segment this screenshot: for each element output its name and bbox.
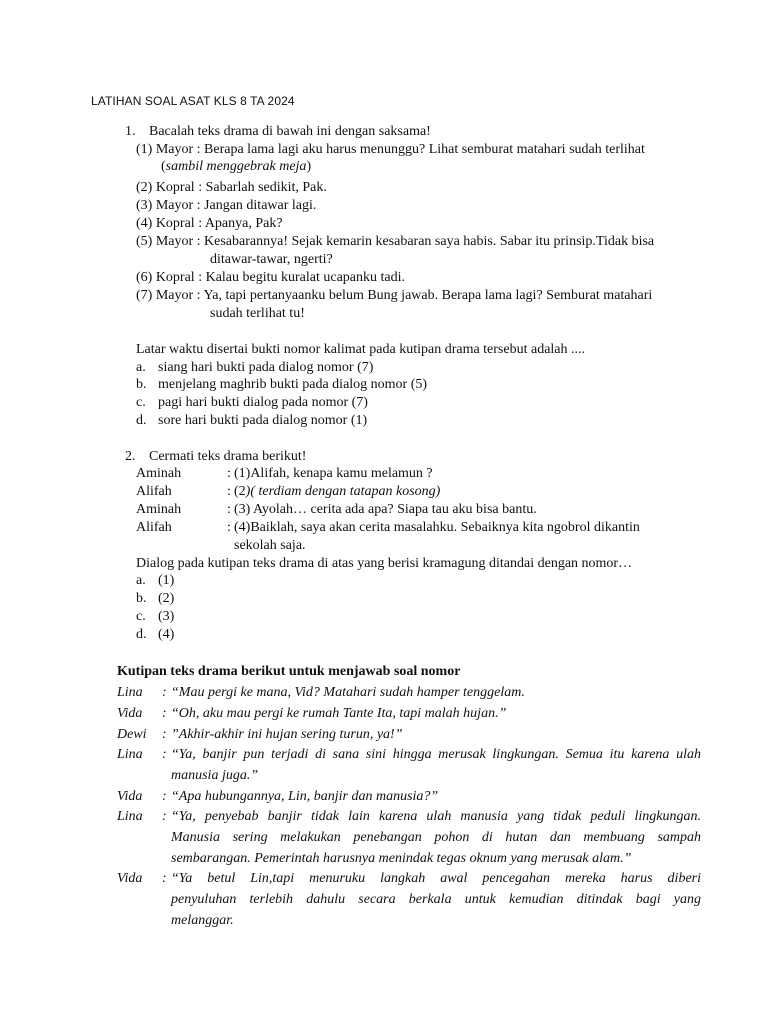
- option-text: menjelang maghrib bukti pada dialog nomor (5): [158, 377, 428, 392]
- dialog-number: (2: [234, 484, 246, 499]
- speaker-colon: :: [227, 520, 231, 535]
- speaker-colon: :: [162, 747, 167, 762]
- dialog-line: (6) Kopral : Kalau begitu kuralat ucapanku tadi.: [136, 270, 406, 285]
- dialog-text: “Mau pergi ke mana, Vid? Matahari sudah hamper tenggelam.: [171, 685, 525, 700]
- dialog-text-cont: sembarangan. Pemerintah harusnya menindak tegas oknum yang merusak alam.”: [171, 851, 632, 866]
- dialog-line: (3) Mayor : Jangan ditawar lagi.: [136, 198, 317, 213]
- dialog-text-cont: sekolah saja.: [234, 538, 306, 553]
- option-letter: d.: [136, 627, 147, 642]
- dialog-text: “Oh, aku mau pergi ke rumah Tante Ita, tapi malah hujan.”: [171, 706, 507, 721]
- dialog-line: (2) Kopral : Sabarlah sedikit, Pak.: [136, 180, 327, 195]
- speaker-colon: :: [162, 685, 167, 700]
- speaker-colon: :: [162, 727, 167, 742]
- question-instruction: Cermati teks drama berikut!: [149, 449, 307, 464]
- stage-direction: (sambil menggebrak meja): [161, 159, 312, 174]
- dialog-text: “Ya, penyebab banjir tidak lain karena ulah manusia yang tidak peduli lingkungan.: [171, 809, 701, 824]
- dialog-text: (1)Alifah, kenapa kamu melamun ?: [234, 466, 433, 481]
- dialog-line: (5) Mayor : Kesabarannya! Sejak kemarin kesabaran saya habis. Sabar itu prinsip.Tidak bisa: [136, 234, 655, 249]
- dialog-line: (4) Kopral : Apanya, Pak?: [136, 216, 283, 231]
- speaker-name: Vida: [117, 789, 143, 804]
- stage-direction-text: )( terdiam dengan tatapan kosong): [245, 484, 441, 499]
- speaker-name: Vida: [117, 871, 143, 886]
- option-letter: d.: [136, 413, 147, 428]
- excerpt-heading: Kutipan teks drama berikut untuk menjawab soal nomor: [117, 664, 461, 679]
- speaker-colon: :: [227, 484, 231, 499]
- option-letter: c.: [136, 609, 146, 624]
- dialog-text-cont: Manusia sering melakukan penebangan pohon di hutan dan membuang sampah: [171, 830, 701, 845]
- option-text: (3): [158, 609, 175, 624]
- speaker-colon: :: [162, 789, 167, 804]
- option-text: (1): [158, 573, 175, 588]
- dialog-text-cont: penyuluhan terlebih dahulu secara berkala untuk kemudian ditindak bagi yang: [171, 892, 701, 907]
- question-number: 1.: [125, 124, 136, 139]
- dialog-text: ”Akhir-akhir ini hujan sering turun, ya!”: [171, 727, 403, 742]
- dialog-text: “Ya betul Lin,tapi menuruku langkah awal pencegahan mereka harus diberi: [171, 871, 701, 886]
- dialog-line-cont: sudah terlihat tu!: [210, 306, 305, 321]
- speaker-colon: :: [227, 502, 231, 517]
- speaker-name: Aminah: [136, 466, 182, 481]
- dialog-line: (7) Mayor : Ya, tapi pertanyaanku belum Bung jawab. Berapa lama lagi? Semburat matahari: [136, 288, 653, 303]
- option-text: pagi hari bukti dialog pada nomor (7): [158, 395, 368, 410]
- speaker-colon: :: [162, 871, 167, 886]
- option-text: (2): [158, 591, 175, 606]
- dialog-text: (3) Ayolah… cerita ada apa? Siapa tau aku bisa bantu.: [234, 502, 537, 517]
- option-letter: c.: [136, 395, 146, 410]
- speaker-name: Lina: [117, 685, 143, 700]
- option-letter: b.: [136, 591, 147, 606]
- speaker-colon: :: [227, 466, 231, 481]
- option-text: (4): [158, 627, 175, 642]
- speaker-name: Aminah: [136, 502, 182, 517]
- option-letter: a.: [136, 360, 146, 375]
- question-text: Latar waktu disertai bukti nomor kalimat pada kutipan drama tersebut adalah ....: [136, 342, 586, 357]
- page-title: LATIHAN SOAL ASAT KLS 8 TA 2024: [91, 94, 295, 108]
- dialog-text: “Ya, banjir pun terjadi di sana sini hingga merusak lingkungan. Semua itu karena ulah: [171, 747, 701, 762]
- dialog-text: [234, 483, 440, 501]
- speaker-colon: :: [162, 809, 167, 824]
- dialog-text-cont: melanggar.: [171, 913, 234, 928]
- dialog-text: “Apa hubungannya, Lin, banjir dan manusia?”: [171, 789, 439, 804]
- question-instruction: Bacalah teks drama di bawah ini dengan saksama!: [149, 124, 431, 139]
- option-text: siang hari bukti pada dialog nomor (7): [158, 360, 374, 375]
- question-text: Dialog pada kutipan teks drama di atas yang berisi kramagung ditandai dengan nomor…: [136, 556, 633, 571]
- option-text: sore hari bukti pada dialog nomor (1): [158, 413, 368, 428]
- speaker-name: Dewi: [117, 727, 147, 742]
- option-letter: b.: [136, 377, 147, 392]
- dialog-line: (1) Mayor : Berapa lama lagi aku harus menunggu? Lihat semburat matahari sudah terlihat: [136, 142, 645, 157]
- dialog-line-cont: ditawar-tawar, ngerti?: [210, 252, 333, 267]
- speaker-name: Vida: [117, 706, 143, 721]
- stage-direction-text: sambil menggebrak meja: [165, 159, 307, 174]
- question-number: 2.: [125, 449, 136, 464]
- dialog-text: (4)Baiklah, saya akan cerita masalahku. Sebaiknya kita ngobrol dikantin: [234, 520, 640, 535]
- speaker-name: Alifah: [136, 520, 172, 535]
- option-letter: a.: [136, 573, 146, 588]
- speaker-colon: :: [162, 706, 167, 721]
- speaker-name: Lina: [117, 809, 143, 824]
- dialog-text-cont: manusia juga.”: [171, 768, 259, 783]
- speaker-name: Lina: [117, 747, 143, 762]
- speaker-name: Alifah: [136, 484, 172, 499]
